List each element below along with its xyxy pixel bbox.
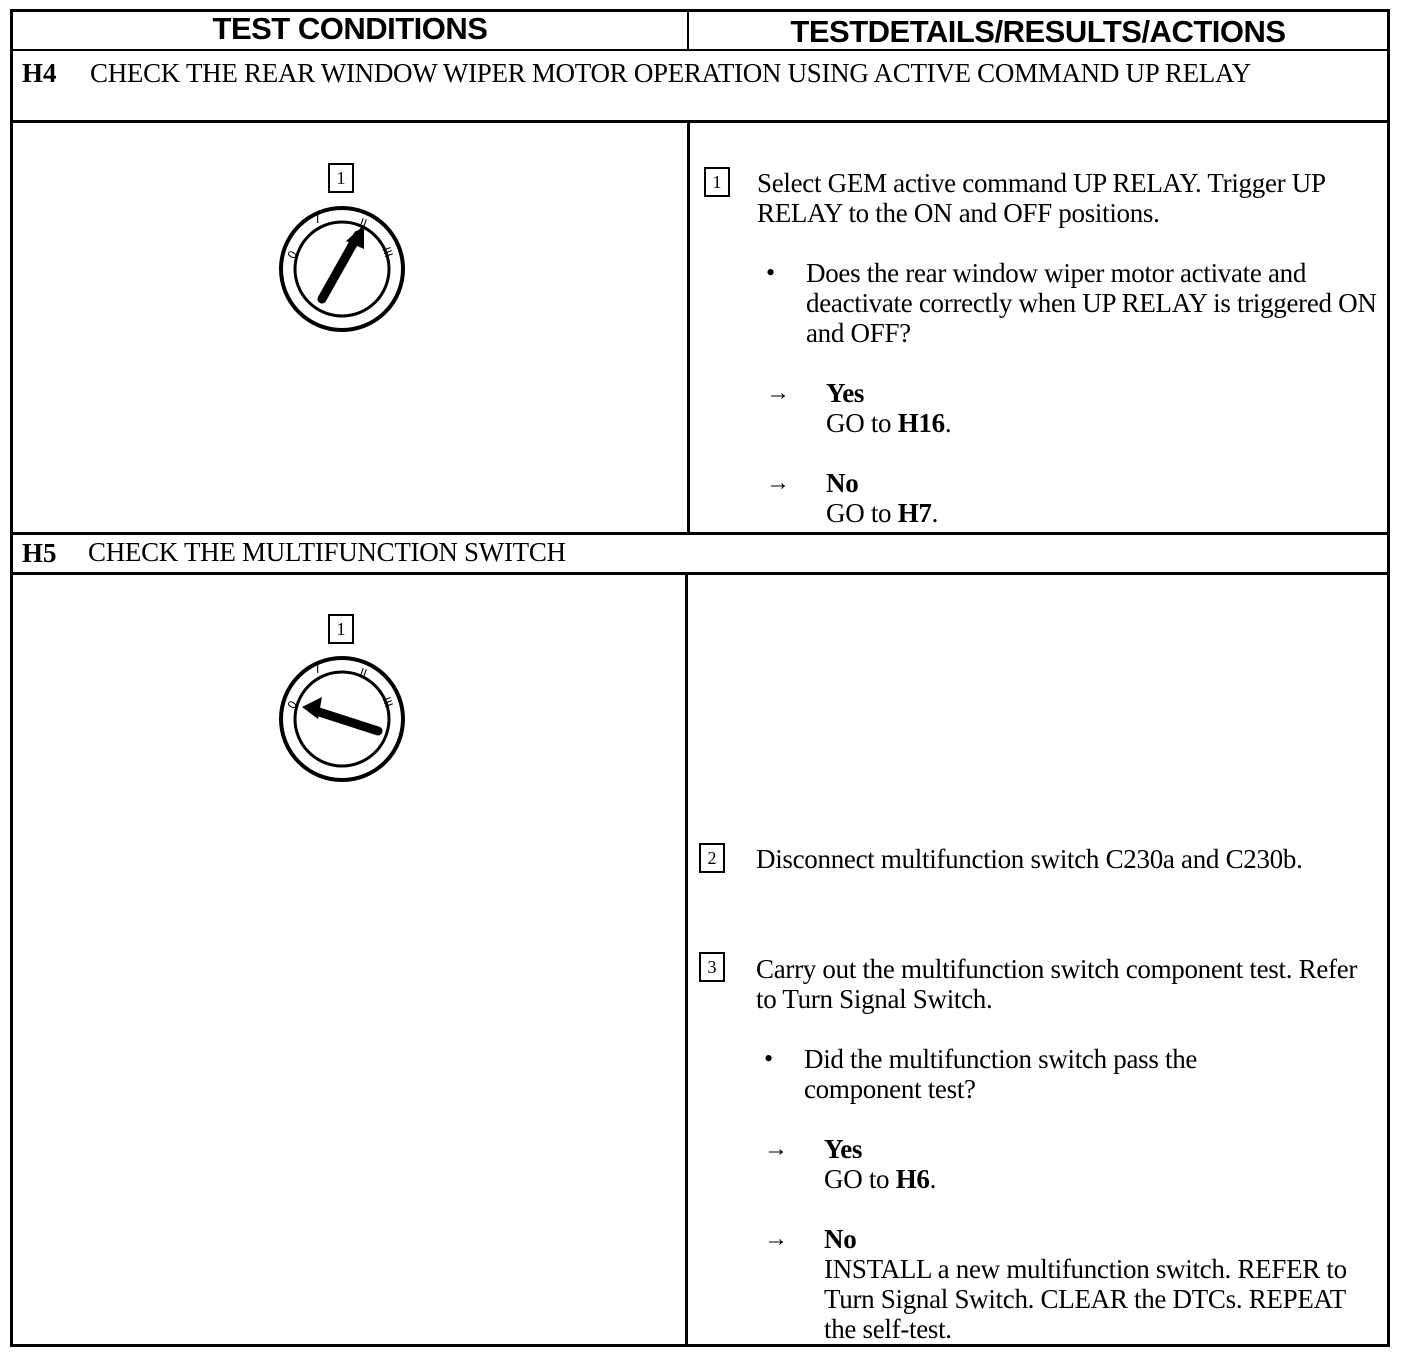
h5-no-arrow-icon: → <box>764 1226 788 1252</box>
h5-yes-label: Yes <box>824 1134 863 1164</box>
table-border-left <box>10 9 13 1347</box>
h4-no-arrow-icon: → <box>766 470 790 496</box>
h5-no-action: INSTALL a new multifunction switch. REFER to Turn Signal Switch. CLEAR the DTCs. REPEAT the self-test. <box>824 1254 1347 1344</box>
h5-dial-label-0: 0 <box>284 698 300 712</box>
h4-yes-action: GO to H16. <box>826 408 952 438</box>
header-test-details: TESTDETAILS/RESULTS/ACTIONS <box>790 14 1286 49</box>
h5-title-divider <box>10 572 1390 575</box>
h5-step3-text: Carry out the multifunction switch component test. Refer to Turn Signal Switch. <box>756 954 1358 1014</box>
column-divider-h5 <box>685 572 688 1346</box>
h4-step-id: H4 <box>22 58 57 88</box>
h5-yes-arrow-icon: → <box>764 1136 788 1162</box>
h5-no-label: No <box>824 1224 857 1254</box>
h5-step3-box: 3 <box>699 952 725 982</box>
h4-question-text: Does the rear window wiper motor activate and deactivate correctly when UP RELAY is triggered ON and OFF? <box>806 258 1377 348</box>
h4-yes-label: Yes <box>826 378 865 408</box>
h4-title-divider <box>10 120 1390 123</box>
column-divider-h4 <box>687 120 690 534</box>
h5-yes-action: GO to H6. <box>824 1164 937 1194</box>
h5-top-divider <box>10 532 1390 535</box>
table-border-right <box>1387 9 1390 1347</box>
h4-dial-label-0: 0 <box>284 248 300 262</box>
h5-title: CHECK THE MULTIFUNCTION SWITCH <box>88 537 566 567</box>
h5-step2-box: 2 <box>699 843 725 873</box>
h4-no-label: No <box>826 468 859 498</box>
h4-dial-label-2: II <box>357 215 369 231</box>
h4-step1-text: Select GEM active command UP RELAY. Trigger UP RELAY to the ON and OFF positions. <box>757 168 1325 228</box>
table-border-bottom <box>10 1344 1390 1347</box>
h4-figure-step-box: 1 <box>328 163 354 193</box>
h5-step2-text: Disconnect multifunction switch C230a and C230b. <box>756 844 1303 874</box>
h5-figure-step-box: 1 <box>328 614 354 644</box>
h5-dial-label-3: III <box>379 694 396 710</box>
h4-question-bullet: • <box>766 258 776 287</box>
h4-no-action: GO to H7. <box>826 498 939 528</box>
h4-wiper-switch-dial-icon <box>278 205 406 333</box>
header-test-conditions: TEST CONDITIONS <box>212 11 488 46</box>
h5-wiper-switch-dial-icon <box>278 655 406 783</box>
h4-yes-arrow-icon: → <box>766 380 790 406</box>
h5-dial-label-2: II <box>357 665 369 681</box>
h4-dial-label-1: I <box>316 212 320 226</box>
h5-step-id: H5 <box>22 538 57 568</box>
h5-dial-label-1: I <box>316 662 320 676</box>
h5-question-text: Did the multifunction switch pass the component test? <box>804 1044 1198 1104</box>
h5-question-bullet: • <box>764 1044 774 1073</box>
h4-step1-box: 1 <box>704 167 730 197</box>
h4-dial-label-3: III <box>379 244 396 260</box>
h4-title: CHECK THE REAR WINDOW WIPER MOTOR OPERATION USING ACTIVE COMMAND UP RELAY <box>90 58 1251 88</box>
